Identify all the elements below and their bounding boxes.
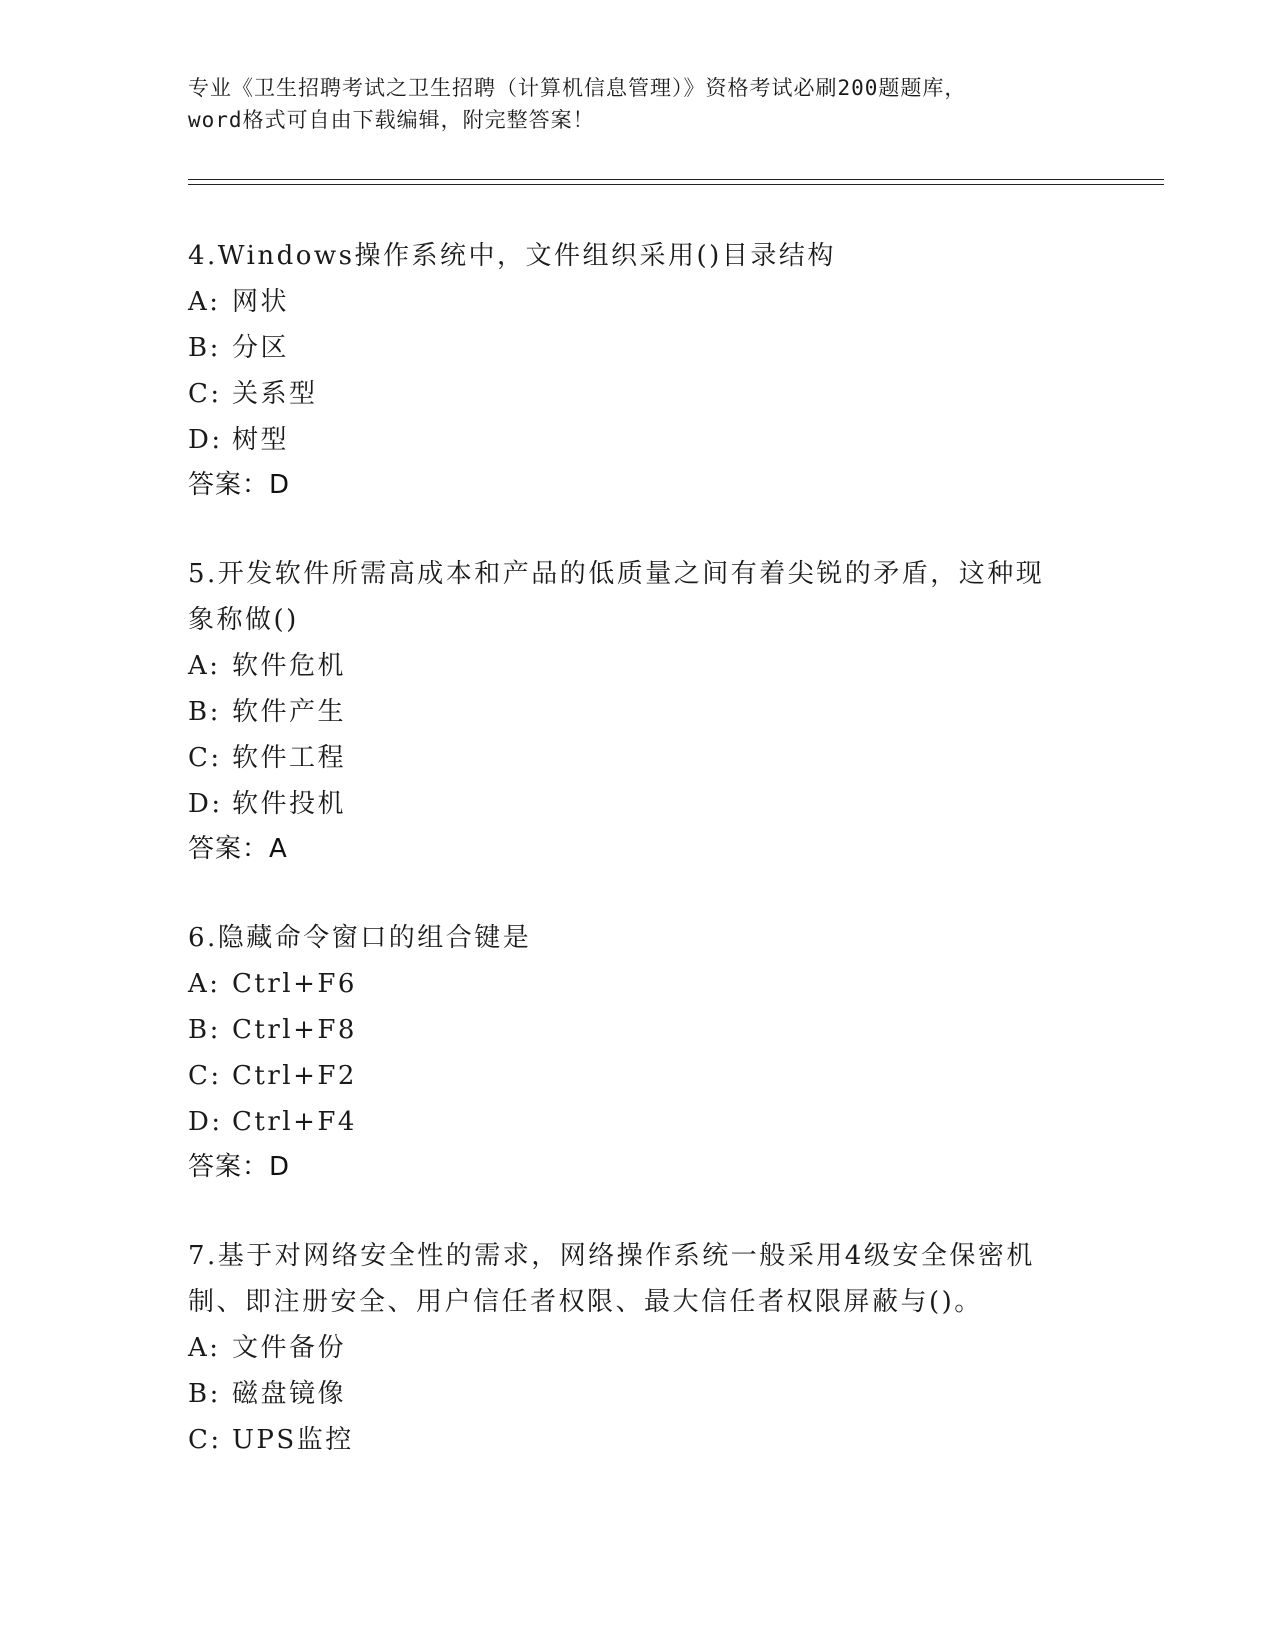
header-divider-bottom bbox=[188, 184, 1164, 185]
option-letter: D: bbox=[188, 789, 223, 819]
answer-line: 答案：A bbox=[188, 834, 288, 864]
option-letter: B: bbox=[188, 697, 221, 727]
option-letter: D: bbox=[188, 1107, 223, 1137]
answer-line: 答案：D bbox=[188, 470, 291, 500]
document-header bbox=[188, 72, 1088, 136]
question-stem-line: 5.开发软件所需高成本和产品的低质量之间有着尖锐的矛盾，这种现 bbox=[188, 559, 1045, 589]
option-text: Ctrl+F2 bbox=[232, 1061, 357, 1091]
option-text: 软件产生 bbox=[232, 697, 347, 727]
option-a bbox=[188, 279, 1088, 325]
option-letter: C: bbox=[188, 743, 222, 773]
option-text: Ctrl+F6 bbox=[232, 969, 357, 999]
question-stem bbox=[188, 915, 1088, 961]
option-a bbox=[188, 961, 1088, 1007]
answer-line: 答案：D bbox=[188, 1152, 291, 1182]
option-text: UPS监控 bbox=[232, 1425, 354, 1455]
option-text: 软件工程 bbox=[232, 743, 347, 773]
option-letter: C: bbox=[188, 379, 222, 409]
question-item bbox=[188, 1233, 1088, 1463]
option-letter: A: bbox=[188, 969, 221, 999]
header-line-1: 专业《卫生招聘考试之卫生招聘（计算机信息管理）》资格考试必刷200题题库， bbox=[188, 76, 967, 100]
option-letter: B: bbox=[188, 1015, 221, 1045]
option-letter: C: bbox=[188, 1425, 222, 1455]
option-d bbox=[188, 781, 1088, 827]
option-d bbox=[188, 417, 1088, 463]
option-a bbox=[188, 643, 1088, 689]
option-text: 分区 bbox=[232, 333, 290, 363]
header-divider-top bbox=[188, 179, 1164, 180]
option-b bbox=[188, 1371, 1088, 1417]
option-c bbox=[188, 1053, 1088, 1099]
option-text: 网状 bbox=[232, 287, 290, 317]
question-stem-line: 6.隐藏命令窗口的组合键是 bbox=[188, 923, 532, 953]
option-b bbox=[188, 689, 1088, 735]
option-c bbox=[188, 371, 1088, 417]
question-stem-line: 4.Windows操作系统中，文件组织采用()目录结构 bbox=[188, 241, 836, 271]
option-letter: A: bbox=[188, 287, 221, 317]
option-text: 树型 bbox=[232, 425, 290, 455]
question-item bbox=[188, 915, 1088, 1189]
question-stem bbox=[188, 1233, 1088, 1325]
option-c bbox=[188, 1417, 1088, 1463]
option-b bbox=[188, 325, 1088, 371]
option-text: Ctrl+F8 bbox=[232, 1015, 357, 1045]
option-text: 磁盘镜像 bbox=[232, 1379, 347, 1409]
option-b bbox=[188, 1007, 1088, 1053]
option-text: 软件投机 bbox=[232, 789, 347, 819]
option-letter: A: bbox=[188, 651, 221, 681]
option-text: 文件备份 bbox=[232, 1333, 347, 1363]
question-stem-line: 象称做() bbox=[188, 605, 299, 635]
option-letter: A: bbox=[188, 1333, 221, 1363]
option-a bbox=[188, 1325, 1088, 1371]
question-list bbox=[188, 233, 1088, 1507]
question-stem-line: 制、即注册安全、用户信任者权限、最大信任者权限屏蔽与()。 bbox=[188, 1287, 983, 1317]
option-c bbox=[188, 735, 1088, 781]
header-line-2: word格式可自由下载编辑，附完整答案！ bbox=[188, 108, 595, 132]
option-letter: D: bbox=[188, 425, 223, 455]
question-item bbox=[188, 233, 1088, 507]
question-item bbox=[188, 551, 1088, 871]
option-text: Ctrl+F4 bbox=[232, 1107, 357, 1137]
option-text: 关系型 bbox=[232, 379, 318, 409]
option-letter: B: bbox=[188, 333, 221, 363]
option-letter: B: bbox=[188, 1379, 221, 1409]
option-text: 软件危机 bbox=[232, 651, 347, 681]
question-stem-line: 7.基于对网络安全性的需求，网络操作系统一般采用4级安全保密机 bbox=[188, 1241, 1035, 1271]
question-stem bbox=[188, 233, 1088, 279]
question-stem bbox=[188, 551, 1088, 643]
option-letter: C: bbox=[188, 1061, 222, 1091]
option-d bbox=[188, 1099, 1088, 1145]
